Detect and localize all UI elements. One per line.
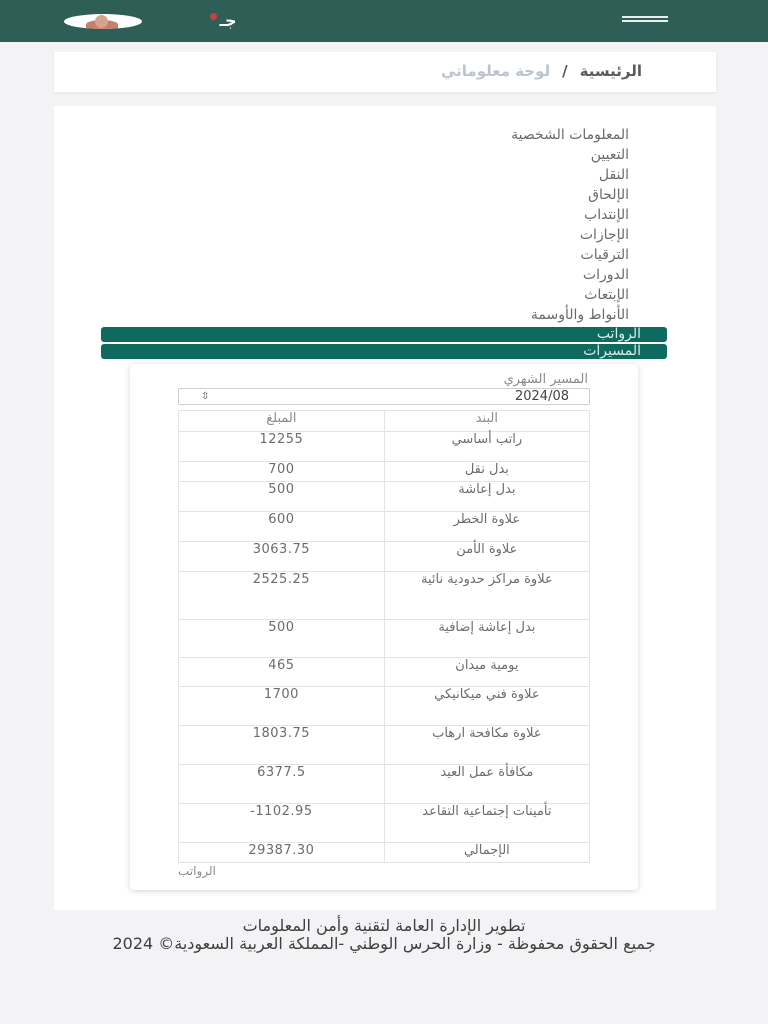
table-header-row bbox=[179, 411, 590, 432]
table-row-total bbox=[179, 843, 590, 863]
row-amount: 2525.25 bbox=[179, 572, 385, 620]
breadcrumb-separator: / bbox=[562, 62, 568, 80]
menu-item-salaries[interactable]: الرواتب bbox=[101, 327, 667, 342]
menu-item-leaves[interactable]: الإجازات bbox=[579, 227, 629, 243]
table-row bbox=[179, 432, 590, 462]
table-row bbox=[179, 726, 590, 765]
row-item: علاوة الأمن bbox=[384, 542, 589, 572]
monthly-payroll-label: المسير الشهري bbox=[503, 372, 588, 387]
top-navbar bbox=[0, 0, 768, 42]
app-logo[interactable] bbox=[204, 12, 252, 30]
row-item: بدل إعاشة إضافية bbox=[384, 620, 589, 658]
salary-panel bbox=[130, 364, 638, 890]
row-item: علاوة الخطر bbox=[384, 512, 589, 542]
table-row bbox=[179, 765, 590, 804]
table-row bbox=[179, 462, 590, 482]
table-row bbox=[179, 542, 590, 572]
row-item: بدل إعاشة bbox=[384, 482, 589, 512]
table-row bbox=[179, 658, 590, 687]
table-row bbox=[179, 804, 590, 843]
row-amount: -1102.95 bbox=[179, 804, 385, 843]
menu-item-promotions[interactable]: الترقيات bbox=[580, 247, 629, 263]
row-item: علاوة فني ميكانيكي bbox=[384, 687, 589, 726]
hamburger-icon[interactable] bbox=[622, 16, 668, 26]
row-amount: 500 bbox=[179, 620, 385, 658]
logo-dot bbox=[210, 13, 217, 20]
row-amount: 600 bbox=[179, 512, 385, 542]
breadcrumb-trail bbox=[441, 62, 642, 80]
salaries-link[interactable]: الرواتب bbox=[178, 864, 216, 878]
select-arrows-icon: ⇳ bbox=[201, 391, 210, 402]
row-amount: 3063.75 bbox=[179, 542, 385, 572]
menu-item-scholarships[interactable]: الإبتعاث bbox=[584, 287, 629, 303]
row-amount: 1803.75 bbox=[179, 726, 385, 765]
row-item: علاوة مراكز حدودية نائية bbox=[384, 572, 589, 620]
row-amount: 465 bbox=[179, 658, 385, 687]
row-item: يومية ميدان bbox=[384, 658, 589, 687]
menu-item-appointment[interactable]: التعيين bbox=[590, 147, 629, 163]
row-amount: 6377.5 bbox=[179, 765, 385, 804]
breadcrumb-home[interactable]: الرئيسية bbox=[579, 62, 642, 80]
row-amount: 700 bbox=[179, 462, 385, 482]
row-item: الإجمالي bbox=[384, 843, 589, 863]
footer bbox=[20, 918, 748, 954]
menu-item-personal-info[interactable]: المعلومات الشخصية bbox=[511, 127, 629, 143]
table-row bbox=[179, 687, 590, 726]
row-item: بدل نقل bbox=[384, 462, 589, 482]
column-header-amount: المبلغ bbox=[179, 411, 385, 432]
user-avatar[interactable] bbox=[64, 14, 142, 29]
breadcrumb-current: لوحة معلوماتي bbox=[440, 62, 551, 80]
menu-item-assignment[interactable]: الإنتداب bbox=[584, 207, 629, 223]
row-item: راتب أساسي bbox=[384, 432, 589, 462]
row-amount: 29387.30 bbox=[179, 843, 385, 863]
table-row bbox=[179, 572, 590, 620]
footer-developer: تطوير الإدارة العامة لتقنية وأمن المعلومات bbox=[242, 916, 526, 935]
row-amount: 1700 bbox=[179, 687, 385, 726]
breadcrumb bbox=[54, 52, 716, 92]
logo-text: جـ bbox=[219, 11, 237, 30]
dashboard-menu bbox=[101, 125, 641, 361]
row-item: تأمينات إجتماعية التقاعد bbox=[384, 804, 589, 843]
row-amount: 500 bbox=[179, 482, 385, 512]
menu-item-transfer[interactable]: النقل bbox=[598, 167, 629, 183]
menu-item-payrolls[interactable]: المسيرات bbox=[101, 344, 667, 359]
footer-copyright: جميع الحقوق محفوظة - وزارة الحرس الوطني -المملكة العربية السعودية© 2024 bbox=[112, 934, 656, 953]
table-row bbox=[179, 620, 590, 658]
month-select[interactable] bbox=[178, 388, 590, 405]
table-row bbox=[179, 482, 590, 512]
menu-item-courses[interactable]: الدورات bbox=[582, 267, 629, 283]
row-item: علاوة مكافحة ارهاب bbox=[384, 726, 589, 765]
menu-item-medals[interactable]: الأنواط والأوسمة bbox=[530, 307, 629, 323]
salary-table bbox=[178, 410, 590, 863]
row-item: مكافأة عمل العيد bbox=[384, 765, 589, 804]
menu-item-secondment[interactable]: الإلحاق bbox=[588, 187, 629, 203]
row-amount: 12255 bbox=[179, 432, 385, 462]
table-row bbox=[179, 512, 590, 542]
column-header-item: البند bbox=[384, 411, 589, 432]
avatar-head bbox=[95, 15, 108, 28]
month-select-value: 2024/08 bbox=[514, 389, 569, 404]
